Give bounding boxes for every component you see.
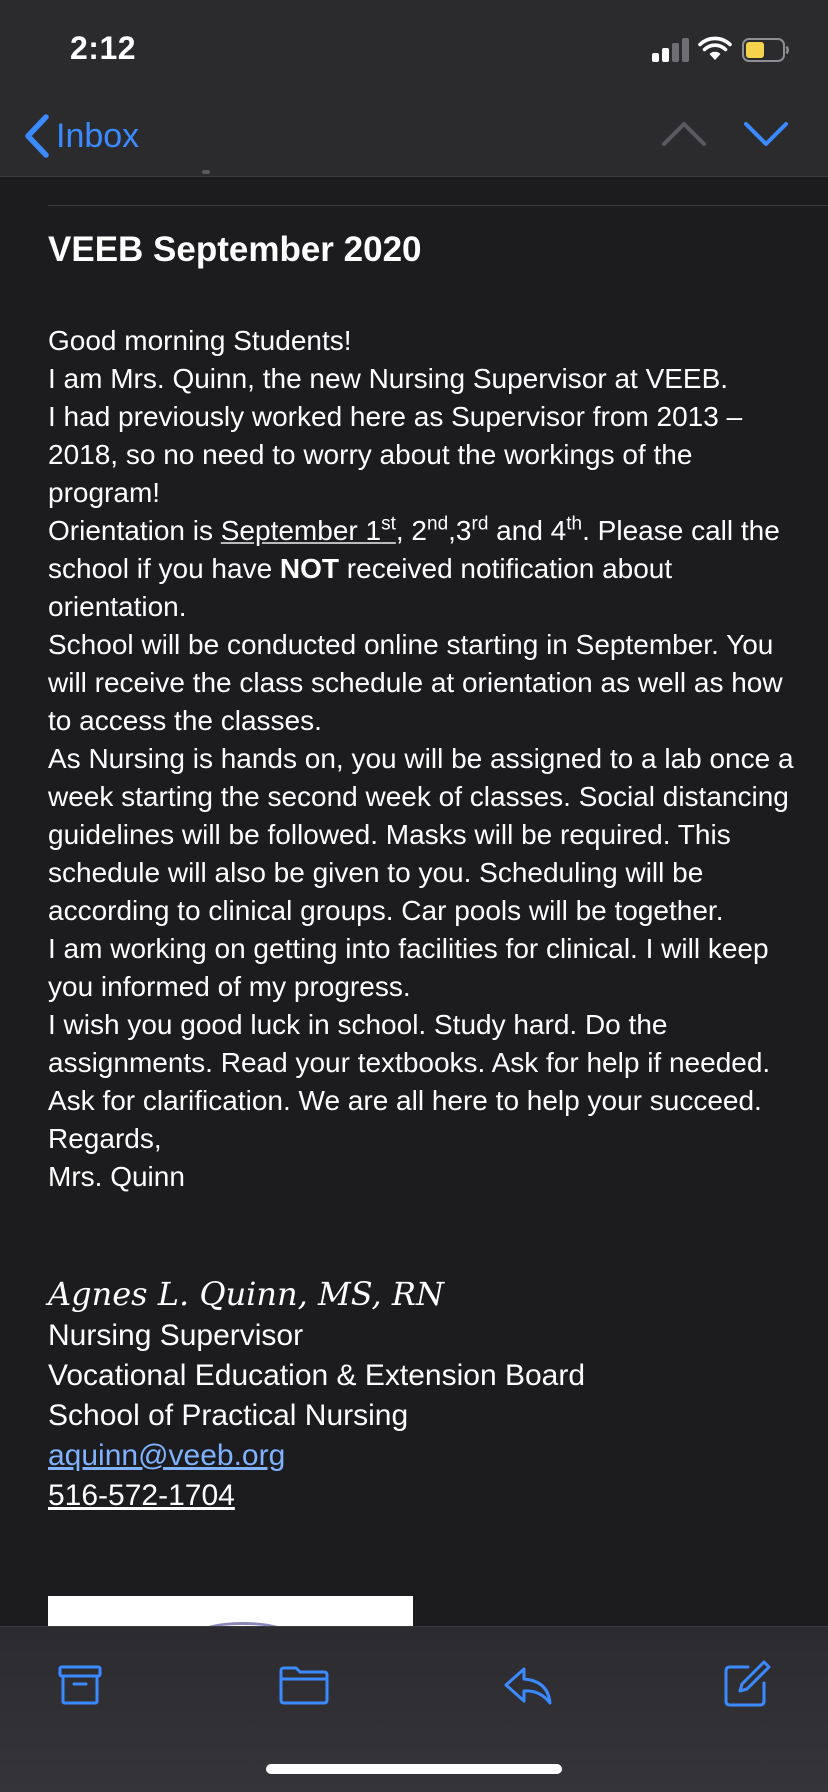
email-signature: [48, 1272, 808, 1516]
body-regards: Regards,: [48, 1123, 162, 1154]
body-orientation: [48, 512, 808, 626]
superscript-th: th: [566, 513, 583, 535]
body-luck: I wish you good luck in school. Study hard. Do the assignments. Read your textbooks. Ask for help if needed. Ask for clarification. We are all here to help your succeed.: [48, 1009, 771, 1116]
battery-icon: [742, 38, 790, 62]
body-clinical: I am working on getting into facilities for clinical. I will keep you informed of my progress.: [48, 933, 769, 1002]
signature-name: Agnes L. Quinn, MS, RN: [48, 1275, 444, 1313]
wifi-icon: [698, 36, 732, 62]
orientation-4: and 4: [488, 515, 567, 546]
signature-phone-link[interactable]: 516-572-1704: [48, 1479, 235, 1512]
email-body: [48, 322, 808, 1196]
previous-message-chevron-up-icon[interactable]: [660, 114, 708, 154]
email-subject: VEEB September 2020: [48, 230, 422, 269]
superscript-nd: nd: [427, 513, 449, 535]
status-bar: [0, 0, 828, 96]
folder-icon: [276, 1657, 332, 1713]
signature-title: Nursing Supervisor: [48, 1319, 304, 1352]
orientation-2: , 2: [395, 515, 427, 546]
signature-logo-image: [48, 1596, 413, 1626]
cellular-signal-icon: [652, 38, 690, 62]
body-intro-1: I am Mrs. Quinn, the new Nursing Supervisor at VEEB.: [48, 363, 729, 394]
archive-icon: [52, 1657, 108, 1713]
signature-school: School of Practical Nursing: [48, 1399, 409, 1432]
header-remnant: [202, 170, 210, 174]
back-label: Inbox: [56, 116, 140, 155]
back-to-inbox-button[interactable]: [22, 108, 139, 164]
superscript-rd: rd: [471, 513, 489, 535]
orientation-date: September 1: [220, 515, 382, 546]
status-time: 2:12: [70, 30, 137, 66]
chevron-left-icon: [22, 113, 52, 159]
orientation-3: ,3: [448, 515, 472, 546]
signature-spacer: [48, 1196, 808, 1272]
body-intro-2: I had previously worked here as Supervisor from 2013 – 2018, so no need to worry about the workings of the program!: [48, 401, 743, 508]
signature-email-link[interactable]: aquinn@veeb.org: [48, 1439, 286, 1472]
compose-icon: [718, 1657, 774, 1713]
superscript-st: st: [381, 513, 396, 535]
orientation-end: received notification about orientation.: [48, 553, 673, 622]
body-greeting: Good morning Students!: [48, 325, 352, 356]
body-lab: As Nursing is hands on, you will be assigned to a lab once a week starting the second week of classes. Social distancing guidelines will be followed. Masks will be required. This schedule will also be given to you. Scheduling will be according to clinical groups. Car pools will be together.: [48, 743, 794, 926]
next-message-chevron-down-icon[interactable]: [742, 114, 790, 154]
orientation-prefix: Orientation is: [48, 515, 221, 546]
archive-button[interactable]: [52, 1657, 108, 1713]
message-content: [48, 228, 808, 1516]
move-to-folder-button[interactable]: [276, 1657, 332, 1713]
compose-button[interactable]: [718, 1657, 774, 1713]
header-divider: [48, 205, 828, 206]
navigation-bar: [0, 96, 828, 177]
signature-org: Vocational Education & Extension Board: [48, 1359, 586, 1392]
reply-button[interactable]: [500, 1657, 556, 1713]
body-signoff: Mrs. Quinn: [48, 1161, 185, 1192]
reply-icon: [500, 1657, 556, 1713]
body-online: School will be conducted online starting in September. You will receive the class schedule at orientation as well as how to access the classes.: [48, 629, 783, 736]
orientation-date-link[interactable]: [221, 515, 396, 546]
home-indicator[interactable]: [266, 1764, 562, 1774]
orientation-after: . Please call the school if you have: [48, 515, 780, 584]
not-emphasis: NOT: [279, 553, 340, 584]
